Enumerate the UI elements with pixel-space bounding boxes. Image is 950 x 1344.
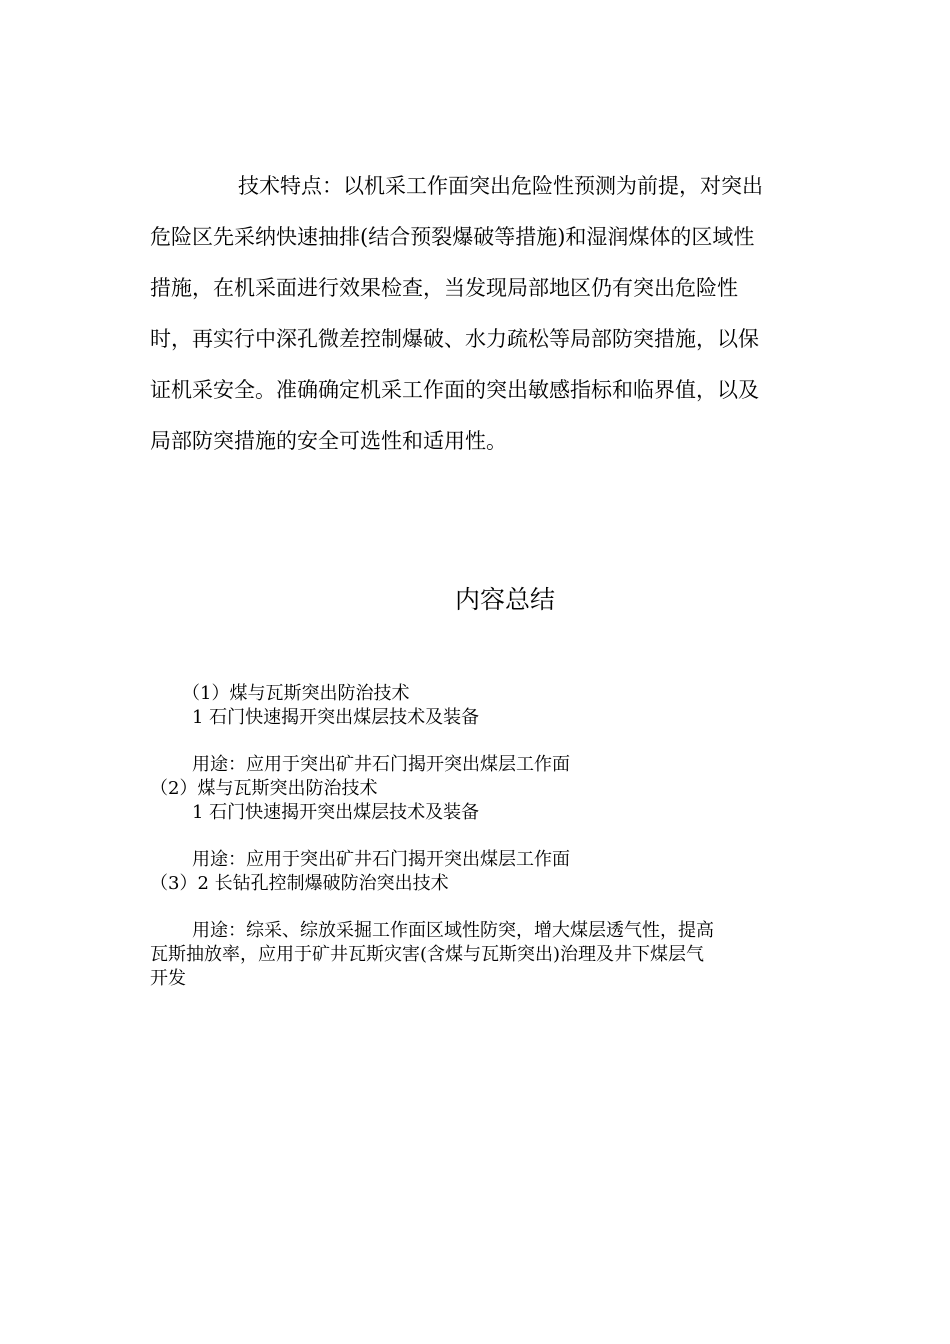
summary-item-2-usage: 用途：应用于突出矿井石门揭开突出煤层工作面	[192, 849, 570, 870]
paragraph-line: 时，再实行中深孔微差控制爆破、水力疏松等局部防突措施，以保	[150, 327, 759, 351]
paragraph-line: 危险区先采纳快速抽排(结合预裂爆破等措施)和湿润煤体的区域性	[150, 225, 755, 249]
paragraph-line: 措施，在机采面进行效果检查，当发现局部地区仍有突出危险性	[150, 276, 738, 300]
technical-features-paragraph	[150, 166, 810, 472]
paragraph-line: 证机采安全。准确确定机采工作面的突出敏感指标和临界值，以及	[150, 378, 759, 402]
summary-item-3-usage-line: 开发	[150, 968, 186, 989]
summary-item-1-usage: 用途：应用于突出矿井石门揭开突出煤层工作面	[192, 754, 570, 775]
summary-item-1-title: （1）煤与瓦斯突出防治技术	[182, 683, 410, 704]
section-heading: 内容总结	[454, 585, 555, 614]
summary-item-2-subtitle: 1 石门快速揭开突出煤层技术及装备	[192, 802, 480, 823]
summary-item-3-usage-line: 用途：综采、综放采掘工作面区域性防突，增大煤层透气性，提高	[192, 920, 714, 941]
summary-item-1-subtitle: 1 石门快速揭开突出煤层技术及装备	[192, 707, 480, 728]
paragraph-line: 技术特点：以机采工作面突出危险性预测为前提，对突出	[238, 174, 763, 198]
summary-item-3-usage-line: 瓦斯抽放率，应用于矿井瓦斯灾害(含煤与瓦斯突出)治理及井下煤层气	[150, 944, 705, 965]
summary-item-3-title: （3）2 长钻孔控制爆破防治突出技术	[150, 873, 449, 894]
summary-item-2-title: （2）煤与瓦斯突出防治技术	[150, 778, 378, 799]
paragraph-line: 局部防突措施的安全可选性和适用性。	[150, 429, 507, 453]
